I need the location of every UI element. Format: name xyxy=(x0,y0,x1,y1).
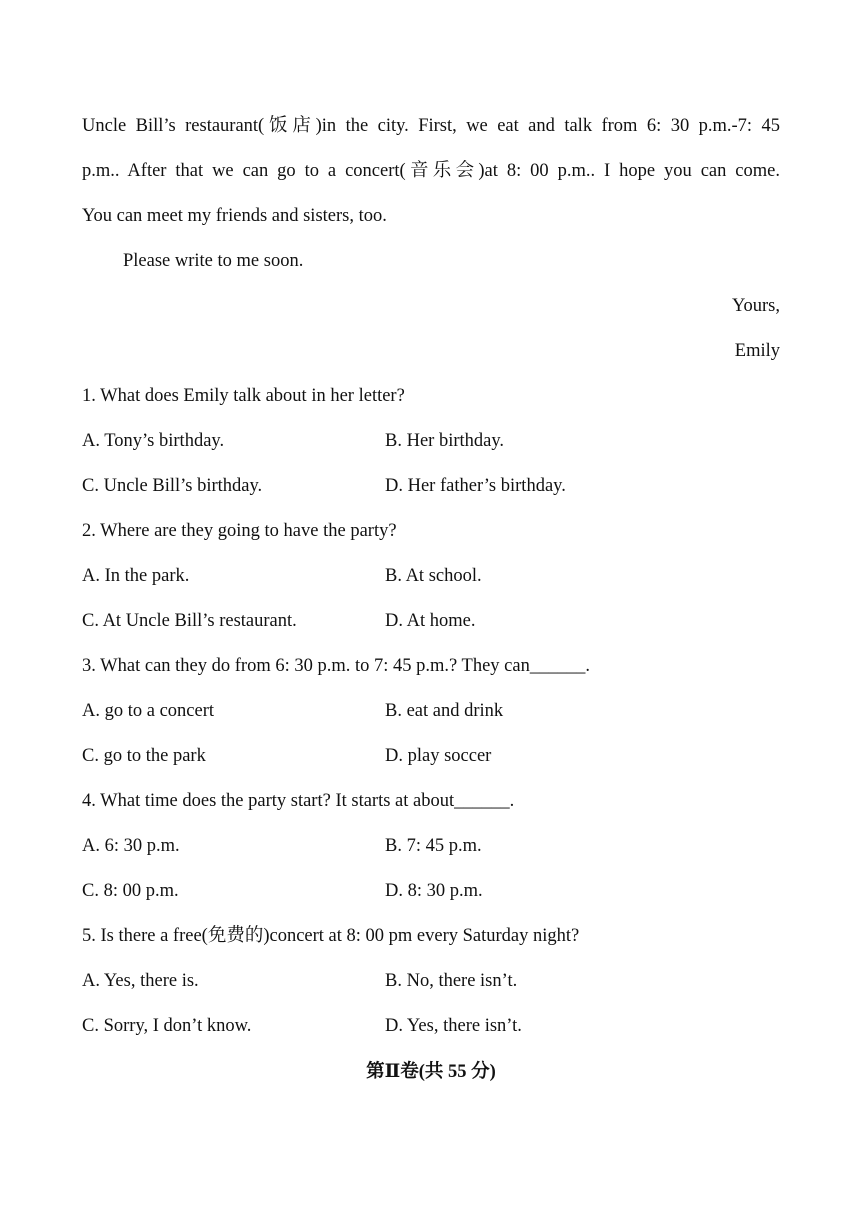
question-5-option-d: D. Yes, there isn’t. xyxy=(385,1016,522,1036)
section-title: 第Ⅱ卷(共 55 分) xyxy=(366,1062,496,1082)
question-4-option-b: B. 7: 45 p.m. xyxy=(385,836,482,856)
question-5-option-b: B. No, there isn’t. xyxy=(385,971,518,991)
question-3-text: 3. What can they do from 6: 30 p.m. to 7: 45 p.m.? They can______. xyxy=(82,656,590,676)
question-2-text: 2. Where are they going to have the party? xyxy=(82,521,397,541)
question-1-option-a: A. Tony’s birthday. xyxy=(82,431,225,451)
question-4-option-d: D. 8: 30 p.m. xyxy=(385,881,483,901)
question-4-option-a: A. 6: 30 p.m. xyxy=(82,836,180,856)
question-3-option-c: C. go to the park xyxy=(82,746,206,766)
question-5-text: 5. Is there a free(免费的)concert at 8: 00 pm every Saturday night? xyxy=(82,926,580,946)
question-1-option-d: D. Her father’s birthday. xyxy=(385,476,566,496)
question-4-text: 4. What time does the party start? It starts at about______. xyxy=(82,791,515,811)
question-3-option-a: A. go to a concert xyxy=(82,701,215,721)
letter-closing: Yours, xyxy=(732,296,780,316)
question-3-option-d: D. play soccer xyxy=(385,746,492,766)
question-5-option-c: C. Sorry, I don’t know. xyxy=(82,1016,252,1036)
question-5-option-a: A. Yes, there is. xyxy=(82,971,199,991)
question-1-text: 1. What does Emily talk about in her letter? xyxy=(82,386,405,406)
question-2-option-b: B. At school. xyxy=(385,566,482,586)
question-4-option-c: C. 8: 00 p.m. xyxy=(82,881,179,901)
letter-signature: Emily xyxy=(734,341,780,361)
question-1-option-c: C. Uncle Bill’s birthday. xyxy=(82,476,263,496)
question-2-option-c: C. At Uncle Bill’s restaurant. xyxy=(82,611,297,631)
question-1-option-b: B. Her birthday. xyxy=(385,431,505,451)
question-2-option-d: D. At home. xyxy=(385,611,476,631)
passage-line-1: Uncle Bill’s restaurant(饭店)in the city. First, we eat and talk from 6: 30 p.m.-7: 45 xyxy=(82,116,780,136)
passage-line-3: You can meet my friends and sisters, too. xyxy=(82,206,387,226)
passage-line-2: p.m.. After that we can go to a concert(音乐会)at 8: 00 p.m.. I hope you can come. xyxy=(82,161,780,181)
question-3-option-b: B. eat and drink xyxy=(385,701,504,721)
passage-line-4: Please write to me soon. xyxy=(123,251,304,271)
question-2-option-a: A. In the park. xyxy=(82,566,190,586)
